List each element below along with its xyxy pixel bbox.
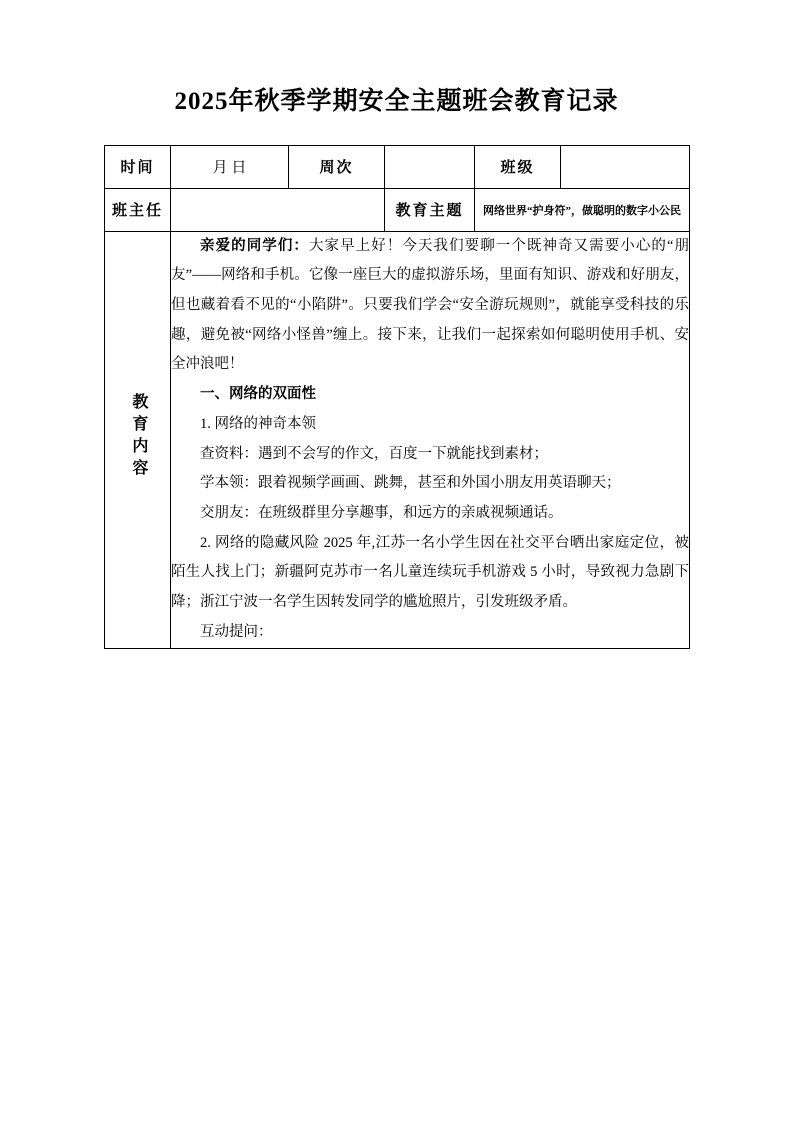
label-week: 周次 — [289, 145, 385, 188]
value-class[interactable] — [561, 145, 690, 188]
label-education-content-text: 教育内容 — [129, 393, 147, 482]
value-time[interactable]: 月 日 — [171, 145, 289, 188]
content-paragraph: 一、网络的双面性 — [200, 386, 316, 403]
label-education-content — [105, 231, 171, 648]
content-paragraph: 学本领：跟着视频学画画、跳舞，甚至和外国小朋友用英语聊天； — [200, 475, 621, 492]
education-content-body — [171, 231, 690, 648]
value-topic[interactable]: 网络世界“护身符”，做聪明的数字小公民 — [475, 188, 690, 231]
page-title: 2025年秋季学期安全主题班会教育记录 — [174, 88, 619, 115]
content-paragraph: 2. 网络的隐藏风险 2025 年,江苏一名小学生因在社交平台晒出家庭定位，被陌生人找上门；新疆阿克苏市一名儿童连续玩手机游戏 5 小时，导致视力急剧下降；浙江宁波一名学生因转发同学的尴尬照片，引发班级矛盾。 — [171, 534, 689, 611]
label-class: 班级 — [475, 145, 561, 188]
content-paragraph: 亲爱的同学们：大家早上好！今天我们要聊一个既神奇又需要小心的“朋友”——网络和手机。它像一座巨大的虚拟游乐场，里面有知识、游戏和好朋友，但也藏着看不见的“小陷阱”。只要我们学会“安全游玩规则”，就能享受科技的乐趣，避免被“网络小怪兽”缠上。接下来，让我们一起探索如何聪明使用手机、安全冲浪吧！ — [171, 237, 689, 373]
content-paragraph: 查资料：遇到不会写的作文，百度一下就能找到素材； — [200, 445, 548, 462]
content-paragraph: 1. 网络的神奇本领 — [200, 415, 316, 432]
table-row — [105, 145, 690, 188]
value-week[interactable] — [385, 145, 475, 188]
education-record-table — [104, 145, 690, 649]
value-head-teacher[interactable] — [171, 188, 385, 231]
content-paragraph: 交朋友：在班级群里分享趣事，和远方的亲戚视频通话。 — [200, 504, 563, 521]
table-row — [105, 231, 690, 648]
table-row — [105, 188, 690, 231]
content-paragraph-lead: 亲爱的同学们： — [200, 237, 309, 254]
education-content-paragraphs — [171, 232, 689, 648]
label-time: 时间 — [105, 145, 171, 188]
label-head-teacher: 班主任 — [105, 188, 171, 231]
label-topic: 教育主题 — [385, 188, 475, 231]
content-paragraph: 互动提问： — [200, 623, 273, 640]
